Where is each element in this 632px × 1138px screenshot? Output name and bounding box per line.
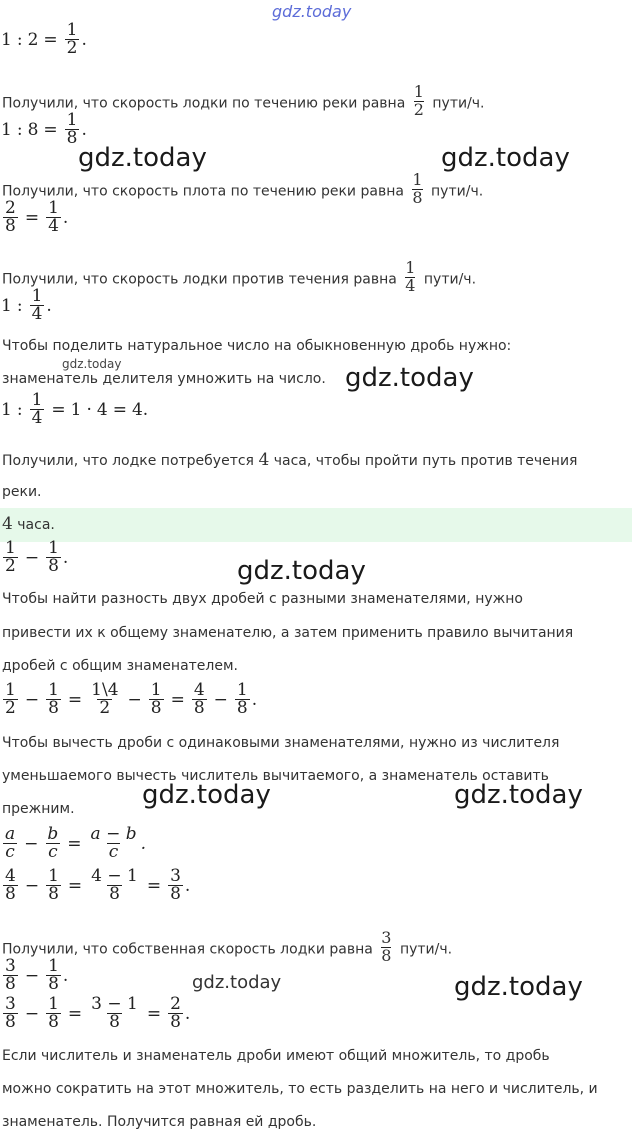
watermark: gdz.today	[454, 780, 583, 810]
eq-half-minus-eighth	[1, 540, 68, 575]
numerator: b	[47, 824, 59, 844]
op: −	[24, 965, 40, 986]
numerator: 1	[66, 20, 78, 40]
fraction	[46, 868, 61, 903]
op: =	[67, 1003, 83, 1024]
period: .	[46, 295, 52, 316]
text: часа, чтобы пройти путь против течения	[273, 453, 578, 469]
denominator: 8	[109, 1012, 120, 1032]
numerator: 1	[5, 538, 16, 558]
numerator: 1	[413, 82, 424, 101]
op: :	[16, 399, 23, 420]
fraction	[46, 200, 61, 235]
denominator: 8	[5, 216, 16, 236]
op: −	[24, 1003, 40, 1024]
line-reduce-1: Если числитель и знаменатель дроби имеют общий множитель, то дробь	[2, 1048, 550, 1064]
text: Получили, что лодке потребуется	[2, 453, 254, 469]
num: 1	[1, 29, 12, 50]
denominator: 8	[109, 884, 120, 904]
denominator: 2	[5, 556, 16, 576]
fraction	[149, 682, 164, 717]
fraction	[45, 826, 60, 861]
op: ·	[86, 399, 92, 420]
watermark: gdz.today	[142, 780, 271, 810]
denominator: 8	[236, 698, 248, 718]
op: =	[43, 119, 58, 140]
num: 1	[70, 399, 82, 420]
denominator: 8	[48, 974, 59, 994]
watermark: gdz.today	[441, 143, 570, 173]
op: =	[43, 29, 58, 50]
text: Получили, что скорость лодки против течения равна	[2, 271, 397, 288]
fraction	[46, 540, 61, 575]
denominator: 8	[193, 698, 205, 718]
unit: пути/ч.	[432, 95, 485, 112]
denominator: 8	[170, 884, 181, 904]
denominator: 8	[48, 1012, 59, 1032]
fraction	[65, 112, 80, 147]
denominator: 8	[66, 128, 78, 148]
watermark: gdz.today	[237, 556, 366, 586]
op: −	[24, 875, 40, 896]
numerator: 1	[5, 680, 16, 700]
denominator: 2	[66, 38, 78, 58]
numerator: 1	[48, 680, 59, 700]
op: :	[16, 295, 23, 316]
numerator: 1	[48, 198, 59, 218]
numerator: a	[5, 824, 16, 844]
period: .	[140, 833, 147, 854]
watermark: gdz.today	[78, 143, 207, 173]
line-same-rule-3: прежним.	[2, 801, 75, 817]
line-time-1	[2, 450, 577, 471]
period: .	[184, 1003, 191, 1024]
denominator: 8	[5, 1012, 16, 1032]
op: =	[146, 875, 162, 896]
fraction	[46, 958, 61, 993]
fraction	[3, 200, 18, 235]
period: .	[62, 547, 69, 568]
num: 1	[1, 399, 12, 420]
fraction	[381, 930, 391, 965]
line-speed-raft	[2, 170, 484, 209]
denominator: 2	[99, 698, 111, 718]
line-diff-rule-1: Чтобы найти разность двух дробей с разными знаменателями, нужно	[2, 591, 523, 607]
numerator: 4	[5, 866, 16, 886]
op: −	[24, 547, 40, 568]
numerator: 1	[236, 680, 248, 700]
numerator: 1\4	[91, 680, 119, 700]
denominator: 4	[31, 408, 43, 428]
numerator: 1	[150, 680, 162, 700]
watermark-top: gdz.today	[272, 2, 352, 21]
text: Получили, что скорость лодки по течению реки равна	[2, 95, 406, 112]
denominator: c	[5, 842, 15, 862]
line-reduce-3: знаменатель. Получится равная ей дробь.	[2, 1114, 317, 1130]
numerator: 4	[193, 680, 205, 700]
denominator: c	[108, 842, 119, 862]
numerator: 3	[5, 956, 16, 976]
fraction	[168, 868, 183, 903]
numerator: 4 − 1	[91, 866, 138, 886]
denominator: 2	[5, 698, 16, 718]
op: =	[67, 833, 82, 854]
denominator: 2	[413, 99, 424, 119]
period: .	[62, 965, 69, 986]
fraction	[30, 392, 45, 427]
num: 4	[96, 399, 108, 420]
denominator: 4	[48, 216, 59, 236]
line-diff-rule-3: дробей с общим знаменателем.	[2, 658, 238, 674]
line-time-2: реки.	[2, 484, 42, 500]
op: −	[24, 833, 39, 854]
eq-divide-result	[1, 392, 148, 427]
eq-2-8	[1, 200, 68, 235]
fraction	[412, 172, 422, 207]
fraction	[89, 868, 140, 903]
num: 1	[1, 119, 12, 140]
numerator: 1	[48, 538, 59, 558]
fraction	[3, 682, 18, 717]
watermark: gdz.today	[454, 972, 583, 1002]
eq-general-rule	[1, 826, 146, 861]
eq-three-minus-one-eighth	[1, 958, 68, 993]
denominator: 8	[381, 945, 392, 965]
num: 4	[2, 514, 13, 534]
denominator: c	[48, 842, 58, 862]
fraction	[89, 682, 120, 717]
op: =	[146, 1003, 162, 1024]
op: :	[16, 119, 23, 140]
numerator: 3	[381, 928, 392, 947]
fraction	[30, 288, 45, 323]
line-same-rule-1: Чтобы вычесть дроби с одинаковыми знаменателями, нужно из числителя	[2, 735, 560, 751]
eq-1-div-8	[1, 112, 87, 147]
denominator: 8	[48, 884, 59, 904]
line-diff-rule-2: привести их к общему знаменателю, а затем применить правило вычитания	[2, 625, 574, 641]
fraction	[89, 996, 140, 1031]
denominator: 8	[412, 187, 423, 207]
text: Получили, что собственная скорость лодки равна	[2, 941, 373, 958]
op: −	[127, 689, 142, 710]
period: .	[251, 689, 258, 710]
eq-two-eighths	[1, 996, 190, 1031]
numerator: a − b	[90, 824, 137, 844]
denominator: 8	[170, 1012, 181, 1032]
num: 4	[131, 399, 143, 420]
fraction	[3, 958, 18, 993]
fraction	[3, 540, 18, 575]
eq-1-div-2	[1, 22, 87, 57]
fraction	[414, 84, 424, 119]
period: .	[184, 875, 191, 896]
num: 8	[27, 119, 39, 140]
numerator: 1	[48, 994, 59, 1014]
numerator: 1	[66, 110, 78, 130]
line-divide-rule-1: Чтобы поделить натуральное число на обыкновенную дробь нужно:	[2, 338, 512, 354]
numerator: 3	[170, 866, 181, 886]
fraction	[192, 682, 207, 717]
numerator: 2	[170, 994, 181, 1014]
num: 2	[27, 29, 39, 50]
numerator: 1	[405, 258, 416, 277]
op: −	[213, 689, 228, 710]
numerator: 1	[412, 170, 423, 189]
denominator: 8	[5, 974, 16, 994]
unit: пути/ч.	[399, 941, 453, 958]
unit: пути/ч.	[431, 183, 484, 200]
line-reduce-2: можно сократить на этот множитель, то есть разделить на него и числитель, и	[2, 1081, 598, 1097]
unit: пути/ч.	[423, 271, 477, 288]
fraction	[168, 996, 183, 1031]
numerator: 1	[48, 866, 59, 886]
op: =	[67, 875, 83, 896]
op: =	[67, 689, 83, 710]
watermark: gdz.today	[345, 363, 474, 393]
numerator: 1	[31, 286, 43, 306]
fraction	[3, 868, 18, 903]
period: .	[81, 29, 87, 50]
num: 4	[258, 450, 270, 470]
denominator: 8	[48, 698, 59, 718]
watermark: gdz.today	[62, 357, 122, 371]
op: =	[112, 399, 127, 420]
fraction	[405, 260, 415, 295]
period: .	[62, 207, 69, 228]
line-speed-boat-against	[2, 258, 477, 297]
numerator: 1	[48, 956, 59, 976]
fraction	[235, 682, 250, 717]
op: =	[170, 689, 185, 710]
answer-box	[0, 508, 632, 542]
line-own-speed	[2, 928, 453, 967]
numerator: 1	[31, 390, 43, 410]
denominator: 8	[5, 884, 16, 904]
fraction	[3, 826, 17, 861]
numerator: 2	[5, 198, 16, 218]
fraction	[3, 996, 18, 1031]
period: .	[142, 399, 149, 420]
denominator: 8	[150, 698, 162, 718]
numerator: 3	[5, 994, 16, 1014]
text: Получили, что скорость плота по течению реки равна	[2, 183, 404, 200]
eq-common-denominator	[1, 682, 257, 717]
denominator: 8	[48, 556, 59, 576]
fraction	[46, 996, 61, 1031]
fraction	[89, 826, 139, 861]
denominator: 4	[31, 304, 43, 324]
denominator: 4	[405, 275, 416, 295]
op: :	[16, 29, 23, 50]
period: .	[81, 119, 87, 140]
line-same-rule-2: уменьшаемого вычесть числитель вычитаемого, а знаменатель оставить	[2, 768, 549, 784]
eq-1-div-quarter	[1, 288, 52, 323]
line-divide-rule-2: знаменатель делителя умножить на число.	[2, 371, 326, 387]
text: часа.	[17, 517, 55, 533]
op: =	[24, 207, 40, 228]
answer-line	[2, 514, 55, 535]
fraction	[46, 682, 61, 717]
op: =	[51, 399, 66, 420]
op: −	[24, 689, 40, 710]
num: 1	[1, 295, 12, 316]
watermark: gdz.today	[192, 972, 282, 993]
numerator: 3 − 1	[91, 994, 138, 1014]
eq-four-eighths	[1, 868, 190, 903]
fraction	[65, 22, 80, 57]
